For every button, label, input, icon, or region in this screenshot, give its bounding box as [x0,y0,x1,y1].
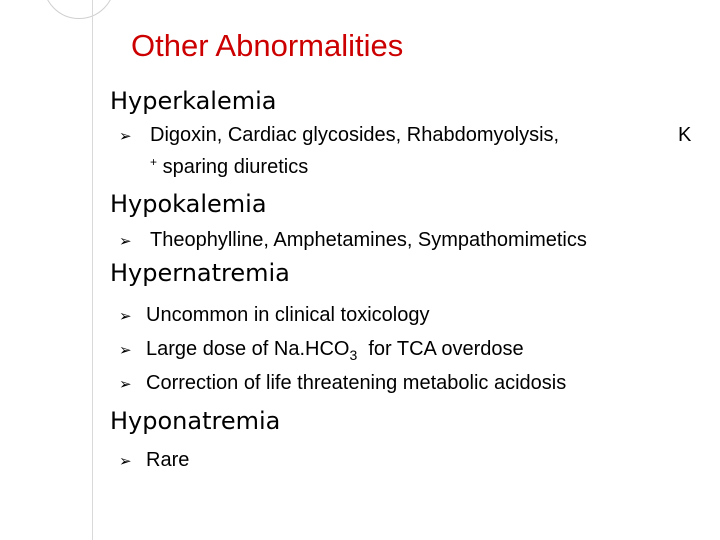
decorative-corner-circle [43,0,115,19]
heading-hyponatremia: Hyponatremia [110,407,281,435]
hypernatremia-item-2-after: for TCA overdose [357,338,524,360]
bicarbonate-subscript: 3 [349,347,358,363]
hyperkalemia-item-1-line-2-text: sparing diuretics [162,156,309,178]
hypokalemia-item-1: Theophylline, Amphetamines, Sympathomimetics [150,229,587,251]
bullet-arrow-icon: ➢ [119,341,132,359]
bullet-arrow-icon: ➢ [119,307,132,325]
bullet-arrow-icon: ➢ [119,452,132,470]
heading-hypernatremia: Hypernatremia [110,259,290,287]
potassium-superscript: + [150,155,158,169]
hypernatremia-item-3: Correction of life threatening metabolic acidosis [146,372,567,394]
hyperkalemia-item-1-line-2 [150,156,308,180]
heading-hypokalemia: Hypokalemia [110,190,267,218]
heading-hyperkalemia: Hyperkalemia [110,87,277,115]
hyperkalemia-item-1-k: K [678,124,692,146]
bullet-arrow-icon: ➢ [119,127,132,145]
hypernatremia-item-1: Uncommon in clinical toxicology [146,304,430,326]
slide-title: Other Abnormalities [131,28,404,63]
hypernatremia-item-2 [146,338,524,361]
hyperkalemia-item-1-line-1: Digoxin, Cardiac glycosides, Rhabdomyolysis, [150,124,560,146]
bullet-arrow-icon: ➢ [119,232,132,250]
hypernatremia-item-2-before: Large dose of Na.HCO [146,338,350,360]
left-border-line [92,0,93,540]
bullet-arrow-icon: ➢ [119,375,132,393]
hyponatremia-item-1: Rare [146,449,190,471]
